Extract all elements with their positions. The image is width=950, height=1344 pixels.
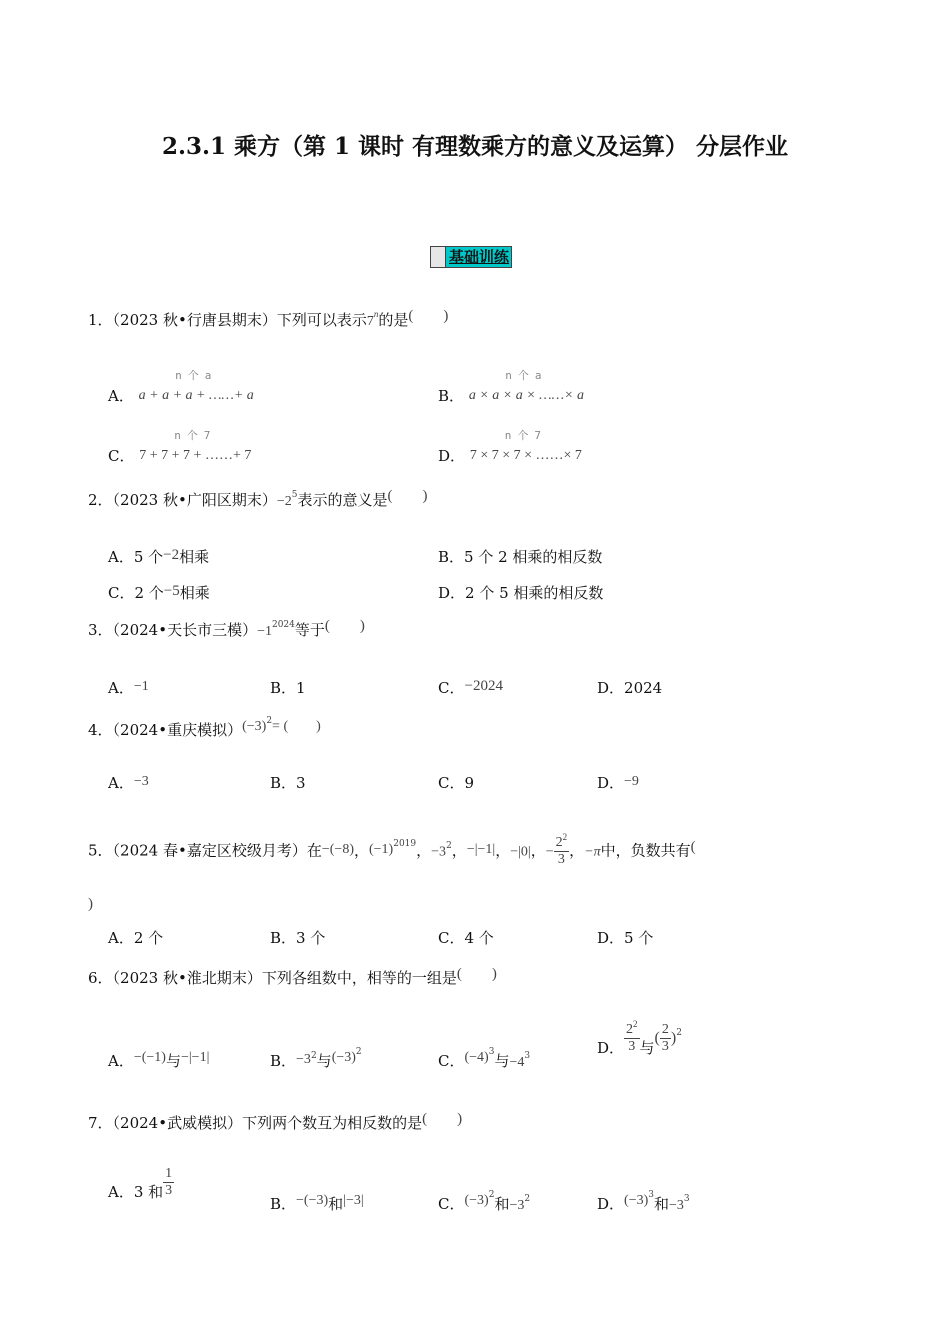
math-expression: −3 — [431, 844, 447, 860]
option-C[interactable]: C．9 — [438, 774, 475, 792]
question-number: 1． — [88, 311, 113, 329]
underbrace-label: n个a — [175, 369, 218, 382]
option-B[interactable]: B．3 — [270, 774, 306, 792]
option-C[interactable]: C． n个7 7 + 7 + 7 + ……+ 7 — [108, 426, 251, 466]
math-expression: (−3) — [464, 1193, 489, 1208]
math-expression: −1 — [133, 679, 149, 694]
question-number: 4． — [88, 721, 113, 739]
question-source: （2023 秋•广阳区期末） — [112, 491, 277, 509]
question-2-stem: 2．（2023 秋•广阳区期末）$-2^5$表示的意义是( ) — [88, 488, 428, 509]
option-B[interactable]: B．1 — [270, 679, 306, 697]
option-D[interactable]: D．$(-3)^3$和$-3^3$ — [597, 1190, 690, 1213]
question-1-stem: 1．（2023 秋•行唐县期末）下列可以表示7$^n$的是( ) — [88, 308, 449, 329]
math-expression: −3 — [296, 1052, 311, 1067]
math-expression: −2 — [163, 547, 180, 563]
option-D[interactable]: D．−9 — [597, 774, 639, 792]
math-expression: −1 — [257, 624, 272, 639]
question-7-stem: 7．（2024•武威模拟）下列两个数互为相反数的是( ) — [88, 1111, 463, 1132]
section-label: 基础训练 — [449, 248, 510, 266]
math-expression: a + a + a + ……+ a — [138, 388, 254, 403]
option-B[interactable]: B．−(−3)和|−3| — [270, 1193, 364, 1213]
question-source: （2024•天长市三模） — [112, 621, 258, 639]
question-number: 5． — [88, 841, 113, 860]
option-A[interactable]: A．−1 — [108, 679, 149, 697]
math-expression: −3 — [509, 1198, 525, 1213]
math-expression: −(−3) — [296, 1193, 329, 1208]
math-expression: −π — [584, 844, 601, 860]
math-expression: −|−1| — [180, 1050, 210, 1065]
math-expression: −9 — [624, 774, 639, 789]
option-D[interactable]: D．2024 — [597, 679, 663, 697]
math-expression: (−3) — [624, 1193, 649, 1208]
question-number: 2． — [88, 491, 113, 509]
option-D[interactable]: D．2 个 5 相乘的相反数 — [438, 584, 604, 602]
question-5-close-paren: ) — [88, 896, 93, 912]
option-C[interactable]: C．2 个−5相乘 — [108, 583, 210, 602]
option-A[interactable]: A．3 和 $\frac{1}{3}$ — [108, 1166, 173, 1201]
question-source: （2023 秋•淮北期末） — [112, 969, 262, 987]
underbrace-label: n个7 — [504, 429, 547, 442]
math-expression: (−3) — [331, 1050, 356, 1065]
math-expression: (−3) — [242, 719, 267, 734]
question-source: （2023 秋•行唐县期末） — [112, 311, 277, 329]
option-B[interactable]: B．5 个 2 相乘的相反数 — [438, 548, 603, 566]
question-number: 3． — [88, 621, 113, 639]
question-5-stem: 5．（2024 春•嘉定区校级月考）在−(−8)，$(-1)^{2019}$，$-3^2$，−|−1|，−|0|，− $\frac{2^2}{3}$ ，−π中，负数共有( — [88, 832, 696, 867]
math-expression: 7 — [366, 314, 374, 329]
math-expression: |−3| — [343, 1193, 364, 1208]
math-expression: −2024 — [464, 678, 503, 694]
option-D[interactable]: D． $\frac{2^2}{3}$ 与( $\frac{2}{3}$ )$^2$ — [597, 1019, 682, 1057]
math-expression: (−1) — [369, 841, 394, 857]
option-A[interactable]: A．5 个−2相乘 — [108, 547, 210, 566]
option-B[interactable]: B． n个a a × a × a × ……× a — [438, 366, 584, 406]
section-marker — [431, 247, 446, 267]
fraction: $\frac{2}{3}$ — [661, 1022, 669, 1054]
option-D[interactable]: D．5 个 — [597, 929, 654, 947]
underbrace-label: n个a — [505, 369, 548, 382]
question-number: 6． — [88, 969, 113, 987]
math-expression: −3 — [669, 1198, 684, 1213]
question-4-stem: 4．（2024•重庆模拟）$(-3)^2=$ ( ) — [88, 716, 321, 739]
option-A[interactable]: A． n个a a + a + a + ……+ a — [108, 366, 254, 406]
math-expression: −3 — [133, 774, 149, 789]
question-6-stem: 6．（2023 秋•淮北期末）下列各组数中，相等的一组是( ) — [88, 966, 497, 987]
option-C[interactable]: C．−2024 — [438, 678, 503, 697]
math-expression: −2 — [276, 494, 292, 509]
page-title: 2.3.1 乘方（第 1 课时 有理数乘方的意义及运算） 分层作业 — [161, 133, 789, 160]
math-expression: −4 — [509, 1055, 525, 1070]
option-A[interactable]: A．−3 — [108, 774, 149, 792]
question-source: （2024 春•嘉定区校级月考） — [112, 841, 307, 860]
question-source: （2024•武威模拟） — [112, 1114, 243, 1132]
math-expression: −(−1) — [133, 1050, 166, 1065]
option-A[interactable]: A．−(−1)与−|−1| — [108, 1050, 210, 1070]
math-expression: −(−8) — [321, 841, 354, 857]
question-number: 7． — [88, 1114, 113, 1132]
question-3-stem: 3．（2024•天长市三模）$-1^{2024}$等于( ) — [88, 618, 365, 639]
section-heading — [430, 246, 512, 268]
math-expression: 7 × 7 × 7 × ……× 7 — [469, 448, 582, 463]
fraction: $\frac{2^2}{3}$ — [626, 1019, 638, 1054]
option-B[interactable]: B．3 个 — [270, 929, 326, 947]
math-expression: −|0| — [510, 844, 531, 860]
option-D[interactable]: D． n个7 7 × 7 × 7 × ……× 7 — [438, 426, 582, 466]
option-B[interactable]: B．$-3^2$与$(-3)^2$ — [270, 1047, 362, 1070]
option-C[interactable]: C．$(-3)^2$和$-3^2$ — [438, 1190, 531, 1213]
fraction: $\frac{2^2}{3}$ — [555, 832, 568, 867]
math-expression: 7 + 7 + 7 + ……+ 7 — [139, 448, 252, 463]
option-C[interactable]: C．$(-4)^3$与$-4^3$ — [438, 1047, 531, 1070]
fraction: $\frac{1}{3}$ — [165, 1166, 173, 1198]
option-A[interactable]: A．2 个 — [108, 929, 164, 947]
underbrace-label: n个7 — [174, 429, 217, 442]
question-source: （2024•重庆模拟） — [112, 721, 243, 739]
math-expression: (−4) — [464, 1050, 489, 1065]
math-expression: −5 — [163, 583, 180, 599]
option-C[interactable]: C．4 个 — [438, 929, 494, 947]
math-expression: −|−1| — [466, 841, 496, 857]
math-expression: a × a × a × ……× a — [468, 388, 584, 403]
